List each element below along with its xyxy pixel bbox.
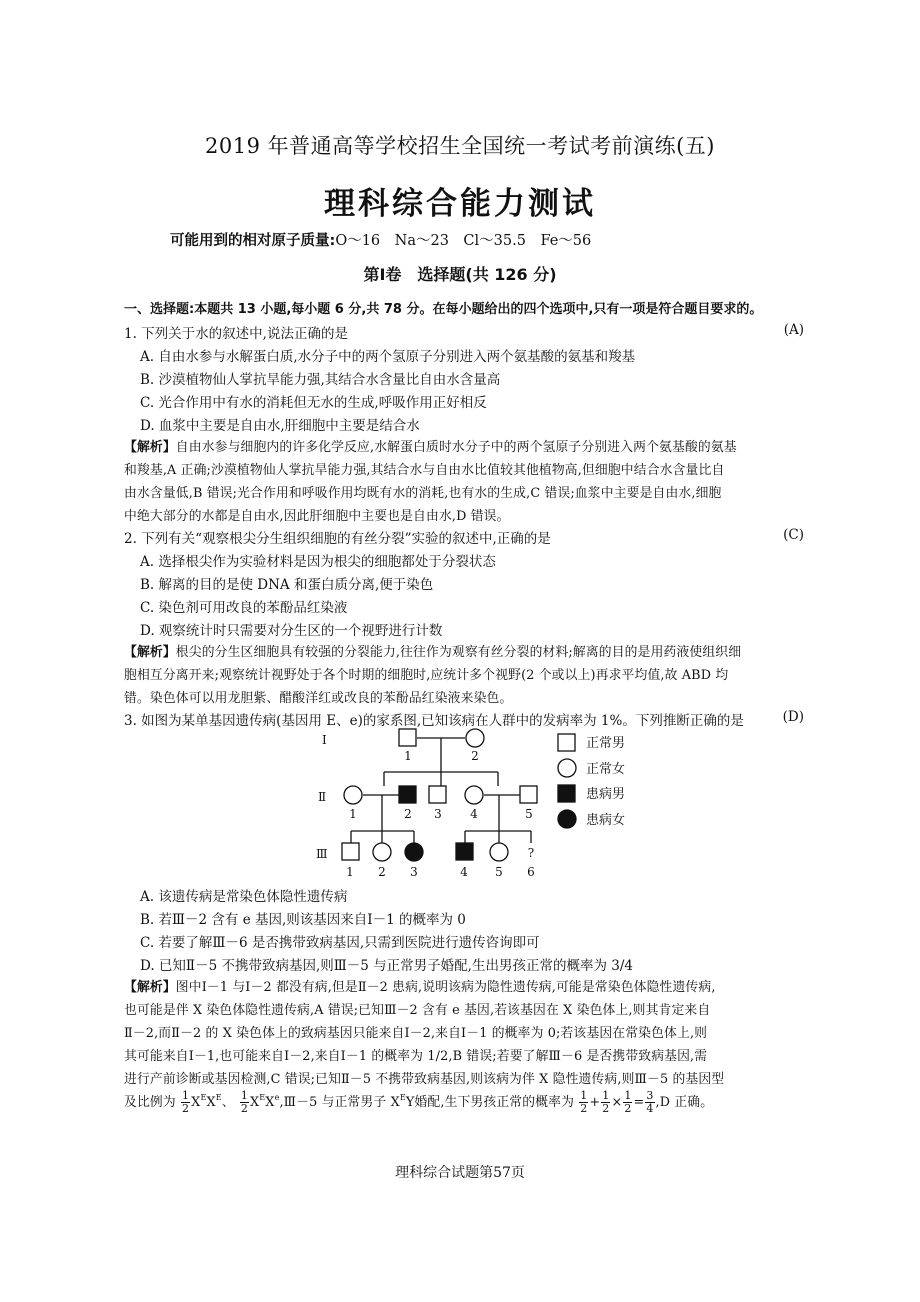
atomic-mass-line <box>170 229 591 250</box>
individual-number: 5 <box>495 865 503 879</box>
individual-number: 3 <box>410 865 418 879</box>
pedigree-ii-4-normal-female <box>465 786 483 804</box>
formula-operator: = <box>633 1095 645 1110</box>
question-3-explanation-line: 进行产前诊断或基因检测,C 错误;已知Ⅱ－5 不携带致病基因,则该病为伴 X 隐性遗传病,则Ⅲ－5 的基因型 <box>124 1072 725 1087</box>
question-1-option-c: C. 光合作用中有水的消耗但无水的生成,呼吸作用正好相反 <box>140 395 487 411</box>
question-1-answer: (A) <box>783 322 804 338</box>
question-3-explanation-line: 也可能是伴 X 染色体隐性遗传病,A 错误;已知Ⅲ－2 含有 e 基因,若该基因在 X 染色体上,则其肯定来自 <box>124 1003 711 1018</box>
pedigree-iii-6-unknown: ? <box>527 846 535 860</box>
question-2-option-d: D. 观察统计时只需要对分生区的一个视野进行计数 <box>140 623 443 639</box>
pedigree-iii-4-affected-male <box>456 843 473 860</box>
fraction-half: $\frac{1}{2}$ <box>624 1089 632 1115</box>
individual-number: 4 <box>470 807 478 821</box>
fraction-half: $\frac{1}{2}$ <box>182 1089 190 1115</box>
question-3-option-d: D. 已知Ⅱ－5 不携带致病基因,则Ⅲ－5 与正常男子婚配,生出男孩正常的概率为 3/4 <box>140 958 633 974</box>
individual-number: 2 <box>378 865 386 879</box>
atomic-mass-label: 可能用到的相对原子质量: <box>170 233 336 249</box>
individual-number: 5 <box>525 807 533 821</box>
genotype: X <box>250 1095 260 1110</box>
generation-label: Ⅲ <box>316 847 328 861</box>
question-3-option-c: C. 若要了解Ⅲ－6 是否携带致病基因,只需到医院进行遗传咨询即可 <box>140 935 540 951</box>
question-1-explanation-line: 和羧基,A 正确;沙漠植物仙人掌抗旱能力强,其结合水与自由水比值较其他植物高,但细胞中结合水含量比自 <box>124 463 725 478</box>
fraction-half: $\frac{1}{2}$ <box>240 1089 249 1115</box>
formula-text: 婚配,生下男孩正常的概率为 <box>414 1095 575 1110</box>
pedigree-ii-2-affected-male <box>399 786 416 803</box>
section-instruction: 一、选择题:本题共 13 小题,每小题 6 分,共 78 分。在每小题给出的四个选项中,只有一项是符合题目要求的。 <box>124 302 763 317</box>
legend-affected-female: 患病女 <box>586 813 626 828</box>
formula-text: 、 <box>221 1095 235 1110</box>
pedigree-iii-5-normal-female <box>490 843 508 861</box>
individual-number: 6 <box>527 865 535 879</box>
question-1-option-a: A. 自由水参与水解蛋白质,水分子中的两个氢原子分别进入两个氨基酸的氨基和羧基 <box>140 349 636 365</box>
question-2-explanation-line <box>124 641 741 660</box>
individual-number: 2 <box>404 807 412 821</box>
question-2-answer: (C) <box>783 527 804 543</box>
question-1-option-d: D. 血浆中主要是自由水,肝细胞中主要是结合水 <box>140 418 420 434</box>
explanation-text: 图中Ⅰ－1 与Ⅰ－2 都没有病,但是Ⅱ－2 患病,说明该病为隐性遗传病,可能是常染色体隐性遗传病, <box>175 980 716 995</box>
pedigree-ii-5-normal-male <box>520 786 537 803</box>
question-1-explanation-line <box>124 436 737 455</box>
question-1-stem: 1. 下列关于水的叙述中,说法正确的是 <box>124 326 348 342</box>
section-title: 第Ⅰ卷 选择题(共 126 分) <box>363 265 557 284</box>
formula-text: ,Ⅲ－5 与正常男子 <box>279 1095 387 1110</box>
question-2-stem: 2. 下列有关“观察根尖分生组织细胞的有丝分裂”实验的叙述中,正确的是 <box>124 531 551 547</box>
pedigree-iii-1-normal-male <box>342 843 359 860</box>
pedigree-ii-3-normal-male <box>429 786 446 803</box>
pedigree-iii-2-normal-female <box>373 843 391 861</box>
question-1-option-b: B. 沙漠植物仙人掌抗旱能力强,其结合水含量比自由水含量高 <box>140 372 501 388</box>
pedigree-ii-1-normal-female <box>344 786 362 804</box>
explanation-label: 【解析】 <box>124 440 176 455</box>
genotype: X <box>191 1095 201 1110</box>
question-3-explanation-line <box>124 976 716 995</box>
page-footer: 理科综合试题第57页 <box>395 1165 525 1181</box>
individual-number: 1 <box>346 865 354 879</box>
genotype: X <box>206 1095 216 1110</box>
explanation-label: 【解析】 <box>124 645 176 660</box>
question-3-answer: (D) <box>782 709 804 725</box>
genotype: X <box>265 1095 275 1110</box>
explanation-label: 【解析】 <box>124 980 176 995</box>
legend-normal-male: 正常男 <box>586 736 626 751</box>
legend-normal-male-symbol <box>558 734 575 751</box>
pedigree-i-2-normal-female <box>466 729 484 747</box>
question-2-explanation-line: 胞相互分离开来;观察统计视野处于各个时期的细胞时,应统计多个视野(2 个或以上)再求平均值,故 ABD 均 <box>124 668 729 683</box>
generation-label: Ⅱ <box>318 790 327 804</box>
question-2-option-b: B. 解离的目的是使 DNA 和蛋白质分离,便于染色 <box>140 577 434 593</box>
question-1-explanation-line: 中绝大部分的水都是自由水,因此肝细胞中主要也是自由水,D 错误。 <box>124 509 510 524</box>
formula-text: 及比例为 <box>124 1095 176 1110</box>
question-2-option-a: A. 选择根尖作为实验材料是因为根尖的细胞都处于分裂状态 <box>140 554 496 570</box>
explanation-text: 根尖的分生区细胞具有较强的分裂能力,往往作为观察有丝分裂的材料;解离的目的是用药液使组织细 <box>175 645 742 660</box>
individual-number: 2 <box>471 749 479 763</box>
individual-number: 1 <box>404 749 412 763</box>
fraction-half: $\frac{1}{2}$ <box>580 1089 588 1115</box>
legend-affected-female-symbol <box>558 810 576 828</box>
pedigree-diagram <box>0 720 920 880</box>
question-3-option-a: A. 该遗传病是常染色体隐性遗传病 <box>140 889 348 905</box>
explanation-text: 自由水参与细胞内的许多化学反应,水解蛋白质时水分子中的两个氢原子分别进入两个氨基酸的氨基 <box>175 440 737 455</box>
fraction-half: $\frac{1}{2}$ <box>602 1089 610 1115</box>
legend-affected-male-symbol <box>558 785 575 802</box>
question-3-explanation-line: 其可能来自Ⅰ－1,也可能来自Ⅰ－2,来自Ⅰ－1 的概率为 1/2,B 错误;若要了解Ⅲ－6 是否携带致病基因,需 <box>124 1049 708 1064</box>
legend-affected-male: 患病男 <box>586 787 626 802</box>
formula-text: ,D 正确。 <box>655 1095 714 1110</box>
question-3-stem: 3. 如图为某单基因遗传病(基因用 E、e)的家系图,已知该病在人群中的发病率为 1%。下列推断正确的是 <box>124 713 744 729</box>
legend-normal-female-symbol <box>558 759 576 777</box>
fraction-three-quarters: $\frac{3}{4}$ <box>646 1089 654 1115</box>
formula-operator: + <box>589 1095 601 1110</box>
formula-operator: × <box>611 1095 623 1110</box>
question-2-option-c: C. 染色剂可用改良的苯酚品红染液 <box>140 600 348 616</box>
question-3-explanation-line: Ⅱ－2,而Ⅱ－2 的 X 染色体上的致病基因只能来自Ⅰ－2,来自Ⅰ－1 的概率为 0;若该基因在常染色体上,则 <box>124 1026 708 1041</box>
individual-number: 3 <box>434 807 442 821</box>
question-3-explanation-formula-line: 及比例为 $\frac{1}{2}$ $X^EX^E$、 $\frac{1}{2}$ $X^EX^e,Ⅲ-5$ 与正常男子 $X^EY$婚配,生下男孩正常的概率为 $\frac{1}{2}$ + $\frac{1}{2}$ × $\frac{1}{2}$ = $\frac{3}{4}$ ,D 正确。 <box>124 1089 714 1115</box>
pedigree-i-1-normal-male <box>399 729 416 746</box>
generation-label: Ⅰ <box>322 733 327 747</box>
pedigree-iii-3-affected-female <box>405 843 423 861</box>
individual-number: 1 <box>349 807 357 821</box>
genotype: Y <box>405 1095 415 1110</box>
subject-title: 理科综合能力测试 <box>324 186 596 222</box>
question-2-explanation-line: 错。染色体可以用龙胆紫、醋酸洋红或改良的苯酚品红染液来染色。 <box>124 691 513 706</box>
individual-number: 4 <box>460 865 468 879</box>
genotype: X <box>390 1095 400 1110</box>
question-3-option-b: B. 若Ⅲ－2 含有 e 基因,则该基因来自Ⅰ－1 的概率为 0 <box>140 912 466 928</box>
atomic-mass-values: O～16 Na～23 Cl～35.5 Fe～56 <box>335 233 592 249</box>
exam-title: 2019 年普通高等学校招生全国统一考试考前演练(五) <box>204 134 715 158</box>
question-1-explanation-line: 由水含量低,B 错误;光合作用和呼吸作用均既有水的消耗,也有水的生成,C 错误;血浆中主要是自由水,细胞 <box>124 486 722 501</box>
legend-normal-female: 正常女 <box>586 762 626 777</box>
